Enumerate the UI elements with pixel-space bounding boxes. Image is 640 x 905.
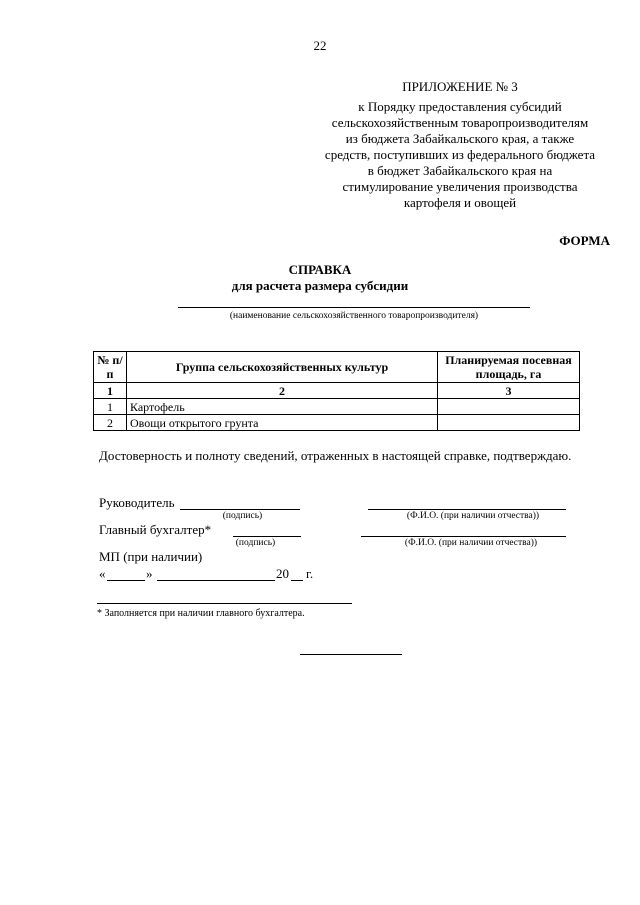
confirmation-text: Достоверность и полноту сведений, отраженных в настоящей справке, подтверждаю.	[99, 448, 572, 463]
year-prefix: 20	[276, 566, 289, 581]
footnote-rule	[97, 603, 352, 604]
header-area: Планируемая посевная площадь, га	[438, 352, 580, 383]
appendix-line: в бюджет Забайкальского края на	[367, 163, 553, 178]
crops-table	[93, 351, 580, 431]
planned-area-cell[interactable]	[438, 399, 580, 415]
page-number: 22	[313, 38, 327, 53]
table-row	[94, 399, 580, 415]
appendix-line: стимулирование увеличения производства	[342, 179, 578, 194]
accountant-signature-line[interactable]	[233, 536, 301, 537]
column-number-row	[94, 383, 580, 399]
date-open-quote: «	[99, 566, 106, 581]
producer-name-line[interactable]	[178, 307, 530, 308]
planned-area-cell[interactable]	[438, 415, 580, 431]
document-subtitle: для расчета размера субсидии	[231, 278, 409, 293]
column-number: 2	[127, 383, 438, 399]
head-name-caption: (Ф.И.О. (при наличии отчества))	[406, 511, 540, 521]
appendix-title: ПРИЛОЖЕНИЕ № 3	[402, 79, 518, 94]
accountant-name-line[interactable]	[361, 536, 566, 537]
row-number: 1	[94, 399, 127, 415]
appendix-line: из бюджета Забайкальского края, а также	[345, 131, 575, 146]
head-signature-line[interactable]	[180, 509, 300, 510]
appendix-line: средств, поступивших из федерального бюджета	[324, 147, 596, 162]
date-close-quote: »	[146, 566, 153, 581]
crop-name: Овощи открытого грунта	[127, 415, 438, 431]
crop-name: Картофель	[127, 399, 438, 415]
header-number: № п/п	[94, 352, 127, 383]
table-header-row	[94, 352, 580, 383]
row-number: 2	[94, 415, 127, 431]
document-title: СПРАВКА	[288, 262, 352, 277]
appendix-line: картофеля и овощей	[403, 195, 517, 210]
chief-accountant-label: Главный бухгалтер*	[99, 522, 212, 537]
form-label: ФОРМА	[559, 233, 610, 248]
footnote: * Заполняется при наличии главного бухгалтера.	[97, 608, 305, 619]
head-name-line[interactable]	[368, 509, 566, 510]
date-day-line[interactable]	[107, 580, 145, 581]
accountant-signature-caption: (подпись)	[235, 538, 276, 548]
end-rule	[300, 654, 402, 655]
date-month-line[interactable]	[157, 580, 275, 581]
appendix-line: сельскохозяйственным товаропроизводителям	[331, 115, 589, 130]
appendix-block	[300, 79, 620, 211]
accountant-name-caption: (Ф.И.О. (при наличии отчества))	[404, 538, 538, 548]
date-year-line[interactable]	[291, 580, 303, 581]
appendix-line: к Порядку предоставления субсидий	[358, 99, 562, 114]
column-number: 3	[438, 383, 580, 399]
head-signature-caption: (подпись)	[222, 511, 263, 521]
table-row	[94, 415, 580, 431]
year-suffix: г.	[306, 566, 314, 581]
producer-caption: (наименование сельскохозяйственного товаропроизводителя)	[229, 311, 479, 321]
header-group: Группа сельскохозяйственных культур	[127, 352, 438, 383]
head-label: Руководитель	[99, 495, 175, 510]
stamp-label: МП (при наличии)	[99, 549, 203, 564]
column-number: 1	[94, 383, 127, 399]
document-heading	[0, 262, 640, 294]
